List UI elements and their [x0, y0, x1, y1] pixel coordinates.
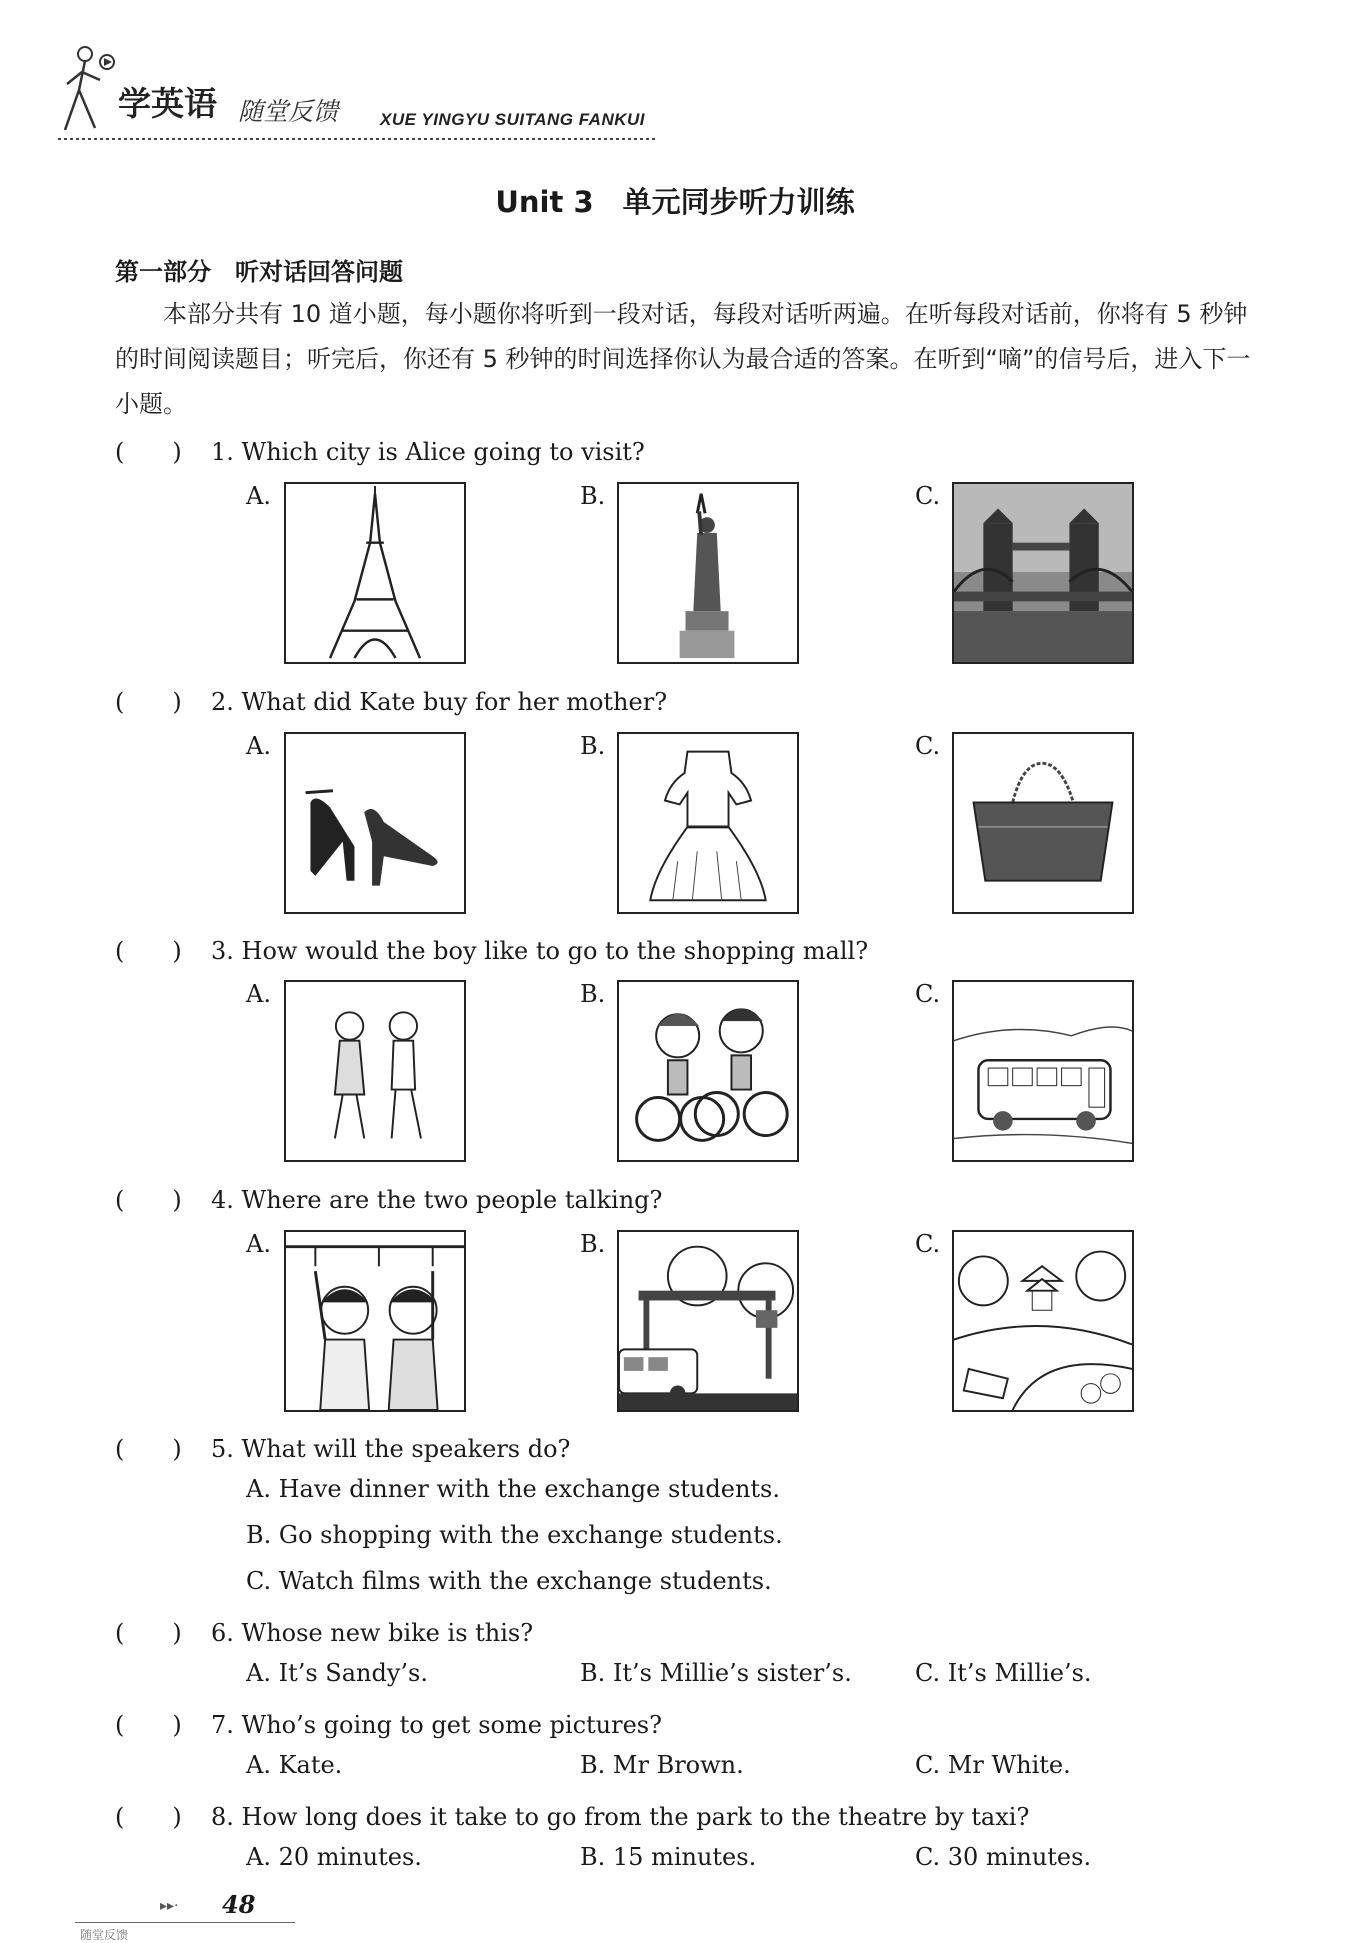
question-8 [115, 1797, 1029, 1832]
high-heels-picture[interactable] [284, 732, 466, 914]
option-letter-b: B. [580, 1230, 606, 1258]
option-letter-c: C. [915, 482, 941, 510]
question-text: Which city is Alice going to visit? [241, 438, 645, 466]
question-text: Whose new bike is this? [241, 1619, 534, 1647]
footer-tag: 随堂反馈 [80, 1928, 129, 1942]
header-divider [58, 138, 658, 140]
option-a[interactable]: A. It’s Sandy’s. [246, 1659, 428, 1687]
header-pinyin: XUE YINGYU SUITANG FANKUI [380, 110, 646, 129]
tower-bridge-picture[interactable] [952, 482, 1134, 664]
question-4 [115, 1180, 662, 1215]
answer-blank[interactable]: ( ) [115, 1803, 182, 1831]
header-subtitle: 随堂反馈 [238, 97, 339, 126]
question-text: What will the speakers do? [241, 1435, 571, 1463]
option-c[interactable]: C. Mr White. [915, 1751, 1071, 1779]
option-letter-a: A. [246, 732, 271, 760]
option-letter-c: C. [915, 732, 941, 760]
option-c[interactable]: C. 30 minutes. [915, 1843, 1092, 1871]
question-number: 8. [211, 1803, 234, 1831]
question-number: 1. [211, 438, 234, 466]
option-letter-a: A. [246, 980, 271, 1008]
question-6 [115, 1613, 533, 1648]
bus-picture[interactable] [952, 980, 1134, 1162]
question-1 [115, 432, 645, 467]
option-b[interactable]: B. Mr Brown. [580, 1751, 744, 1779]
option-letter-b: B. [580, 732, 606, 760]
option-letter-a: A. [246, 1230, 271, 1258]
option-a[interactable]: A. 20 minutes. [246, 1843, 422, 1871]
handbag-picture[interactable] [952, 732, 1134, 914]
statue-of-liberty-picture[interactable] [617, 482, 799, 664]
answer-blank[interactable]: ( ) [115, 937, 182, 965]
option-a[interactable]: A. Kate. [246, 1751, 343, 1779]
runner-logo-icon [55, 40, 125, 140]
header-title: 学英语 [118, 84, 217, 123]
option-c[interactable]: C. It’s Millie’s. [915, 1659, 1092, 1687]
answer-blank[interactable]: ( ) [115, 438, 182, 466]
section-instructions: 本部分共有 10 道小题，每小题你将听到一段对话，每段对话听两遍。在听每段对话前，你将有 5 秒钟的时间阅读题目；听完后，你还有 5 秒钟的时间选择你认为最合适的答案。在听到“嘀”的信号后，进入下一小题。 [115, 300, 1251, 418]
answer-blank[interactable]: ( ) [115, 1435, 182, 1463]
option-c[interactable]: C. Watch films with the exchange students. [246, 1567, 772, 1595]
bus-stop-picture[interactable] [617, 1230, 799, 1412]
footer-arrows-icon: ▸▸· [160, 1898, 179, 1914]
footer-divider [75, 1922, 295, 1923]
question-3 [115, 931, 868, 966]
section-title: 第一部分 听对话回答问题 [115, 258, 403, 286]
question-number: 5. [211, 1435, 234, 1463]
option-b[interactable]: B. 15 minutes. [580, 1843, 757, 1871]
dress-picture[interactable] [617, 732, 799, 914]
question-text: What did Kate buy for her mother? [241, 688, 668, 716]
option-letter-b: B. [580, 980, 606, 1008]
option-letter-a: A. [246, 482, 271, 510]
question-7 [115, 1705, 662, 1740]
answer-blank[interactable]: ( ) [115, 1186, 182, 1214]
question-number: 3. [211, 937, 234, 965]
question-text: Where are the two people talking? [241, 1186, 663, 1214]
option-letter-c: C. [915, 1230, 941, 1258]
option-b[interactable]: B. It’s Millie’s sister’s. [580, 1659, 852, 1687]
walking-picture[interactable] [284, 980, 466, 1162]
question-text: Who’s going to get some pictures? [241, 1711, 662, 1739]
answer-blank[interactable]: ( ) [115, 688, 182, 716]
question-text: How long does it take to go from the park to the theatre by taxi? [241, 1803, 1030, 1831]
eiffel-tower-picture[interactable] [284, 482, 466, 664]
answer-blank[interactable]: ( ) [115, 1711, 182, 1739]
on-bus-picture[interactable] [284, 1230, 466, 1412]
option-letter-b: B. [580, 482, 606, 510]
cycling-picture[interactable] [617, 980, 799, 1162]
question-text: How would the boy like to go to the shopping mall? [241, 937, 869, 965]
park-picture[interactable] [952, 1230, 1134, 1412]
question-number: 7. [211, 1711, 234, 1739]
answer-blank[interactable]: ( ) [115, 1619, 182, 1647]
option-letter-c: C. [915, 980, 941, 1008]
page-number: 48 [222, 1890, 256, 1919]
question-5 [115, 1429, 570, 1464]
page-title: Unit 3 单元同步听力训练 [495, 185, 855, 219]
question-number: 4. [211, 1186, 234, 1214]
option-b[interactable]: B. Go shopping with the exchange students. [246, 1521, 783, 1549]
question-2 [115, 682, 667, 717]
question-number: 6. [211, 1619, 234, 1647]
option-a[interactable]: A. Have dinner with the exchange students. [246, 1475, 780, 1503]
question-number: 2. [211, 688, 234, 716]
